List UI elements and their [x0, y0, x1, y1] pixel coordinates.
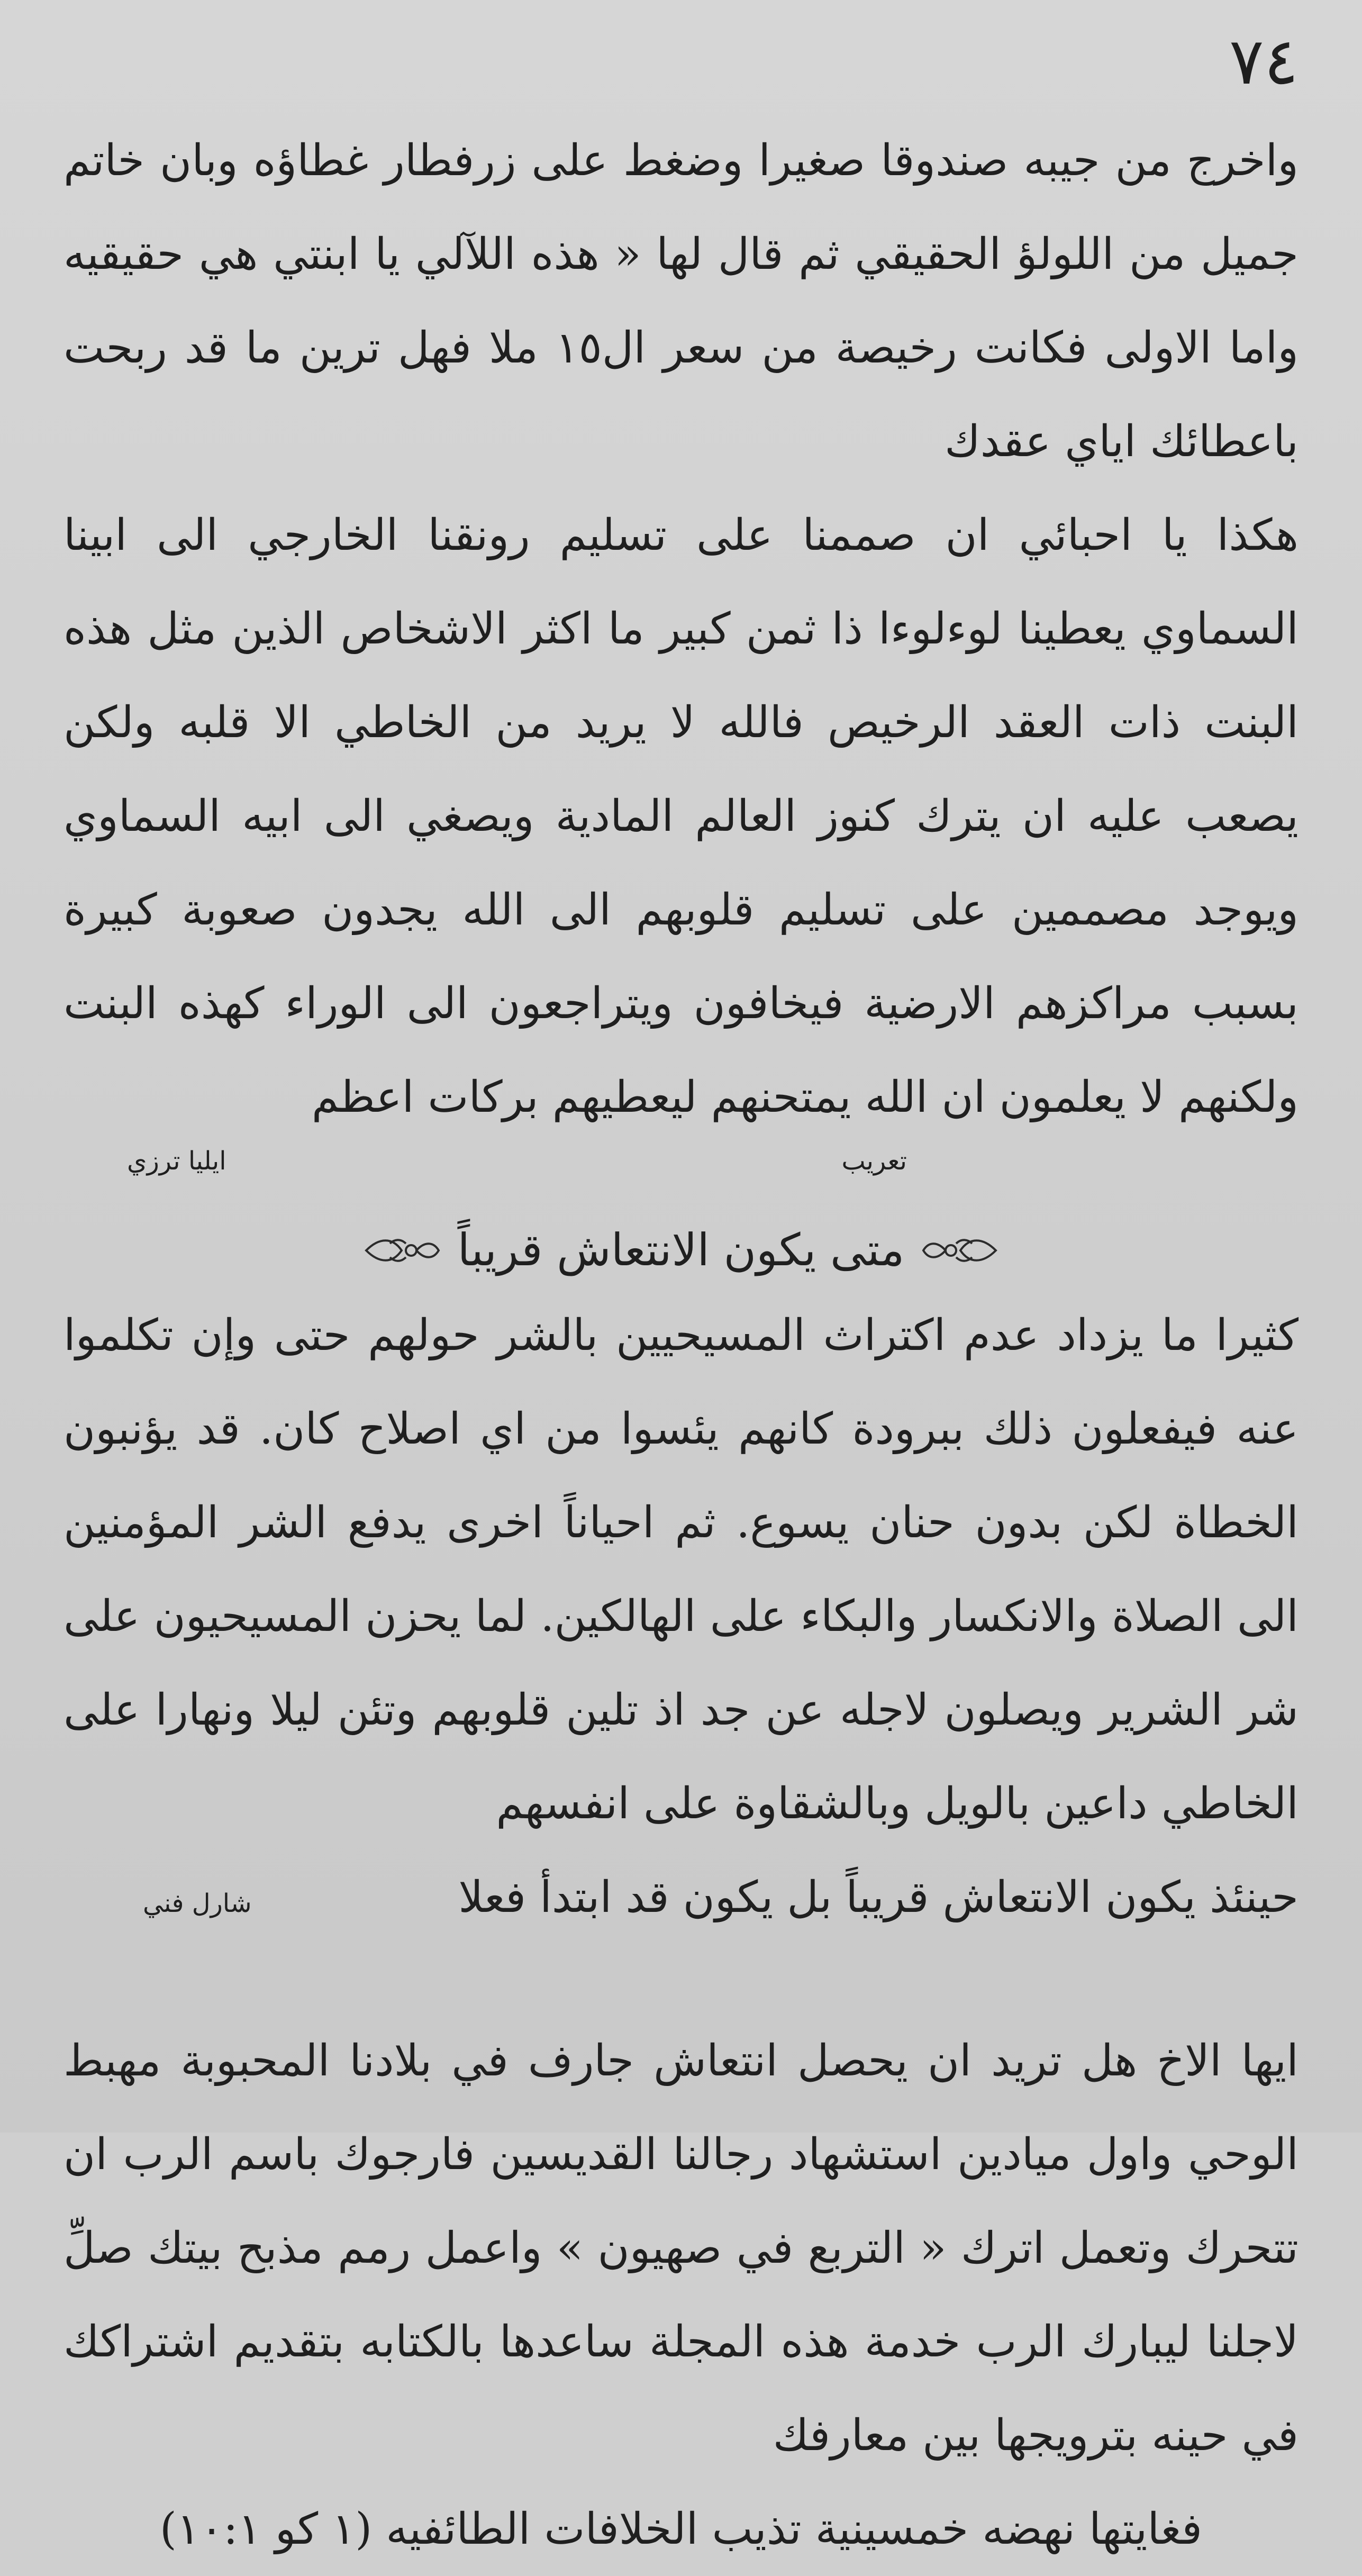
author-name: ايليا ترزي [127, 1146, 226, 1176]
translation-label: تعريب [841, 1146, 907, 1176]
paragraph-revival: كثيرا ما يزداد عدم اكتراث المسيحيين بالشر حولهم حتى وإن تكلموا عنه فيفعلون ذلك ببرودة كانهم يئسوا من اي اصلاح كان. قد يؤنبون الخطاة لكن بدون حنان يسوع. ثم احياناً اخرى يدفع الشر المؤمنين الى الصلاة والانكسار والبكاء على الهالكين. لما يحزن المسيحيون على شر الشرير ويصلون لاجله عن جد اذ تلين قلوبهم وتئن ليلا ونهارا على الخاطي داعين بالويل وبالشقاوة على انفسهم [63, 1310, 1299, 1829]
paragraph-necklace-story: واخرج من جيبه صندوقا صغيرا وضغط على زرفطار غطاؤه وبان خاتم جميل من اللولؤ الحقيقي ثم قال لها « هذه اللآلي يا ابنتي هي حقيقيه واما الاولى فكانت رخيصة من سعر ال١٥ ملا فهل ترين ما قد ربحت باعطائك اياي عقدك [63, 135, 1299, 467]
attribution-row [63, 1148, 1299, 1174]
page-content [63, 114, 1299, 2555]
paragraph-exhortation: هكذا يا احبائي ان صممنا على تسليم رونقنا الخارجي الى ابينا السماوي يعطينا لوءلوءا ذا ثمن كبير ما اكثر الاشخاص الذين مثل هذه البنت ذات العقد الرخيص فالله لا يريد من الخاطي الا قلبه ولكن يصعب عليه ان يترك كنوز العالم المادية ويصغي الى ابيه السماوي ويوجد مصممين على تسليم قلوبهم الى الله يجدون صعوبة كبيرة بسبب مراكزهم الارضية فيخافون ويتراجعون الى الوراء كهذه البنت ولكنهم لا يعلمون ان الله يمتحنهم ليعطيهم بركات اعظم [63, 510, 1299, 1122]
revival-closing-line [63, 1851, 1299, 1951]
revival-last-sentence: حينئذ يكون الانتعاش قريباً بل يكون قد ابتدأ فعلا [458, 1872, 1299, 1923]
section-heading: متى يكون الانتعاش قريباً [457, 1224, 905, 1276]
signature-charles-finney: شارل فني [143, 1889, 252, 1919]
paragraph-appeal: ايها الاخ هل تريد ان يحصل انتعاش جارف في بلادنا المحبوبة مهبط الوحي واول ميادين استشهاد رجالنا القديسين فارجوك باسم الرب ان تتحرك وتعمل اترك « التربع في صهيون » واعمل رمم مذبح بيتك صلِّ لاجلنا ليبارك الرب خدمة هذه المجلة ساعدها بالكتابه بتقديم اشتراكك في حينه بترويجها بين معارفك [63, 2036, 1299, 2461]
heading-ornament-right-icon [919, 1232, 998, 1269]
page-number: ٧٤ [1229, 24, 1299, 99]
section-heading-row [63, 1221, 1299, 1279]
heading-ornament-left-icon [364, 1232, 443, 1269]
closing-verse-line: فغايتها نهضه خمسينية تذيب الخلافات الطائفيه (١ كو ١٠:١) [159, 2504, 1203, 2555]
